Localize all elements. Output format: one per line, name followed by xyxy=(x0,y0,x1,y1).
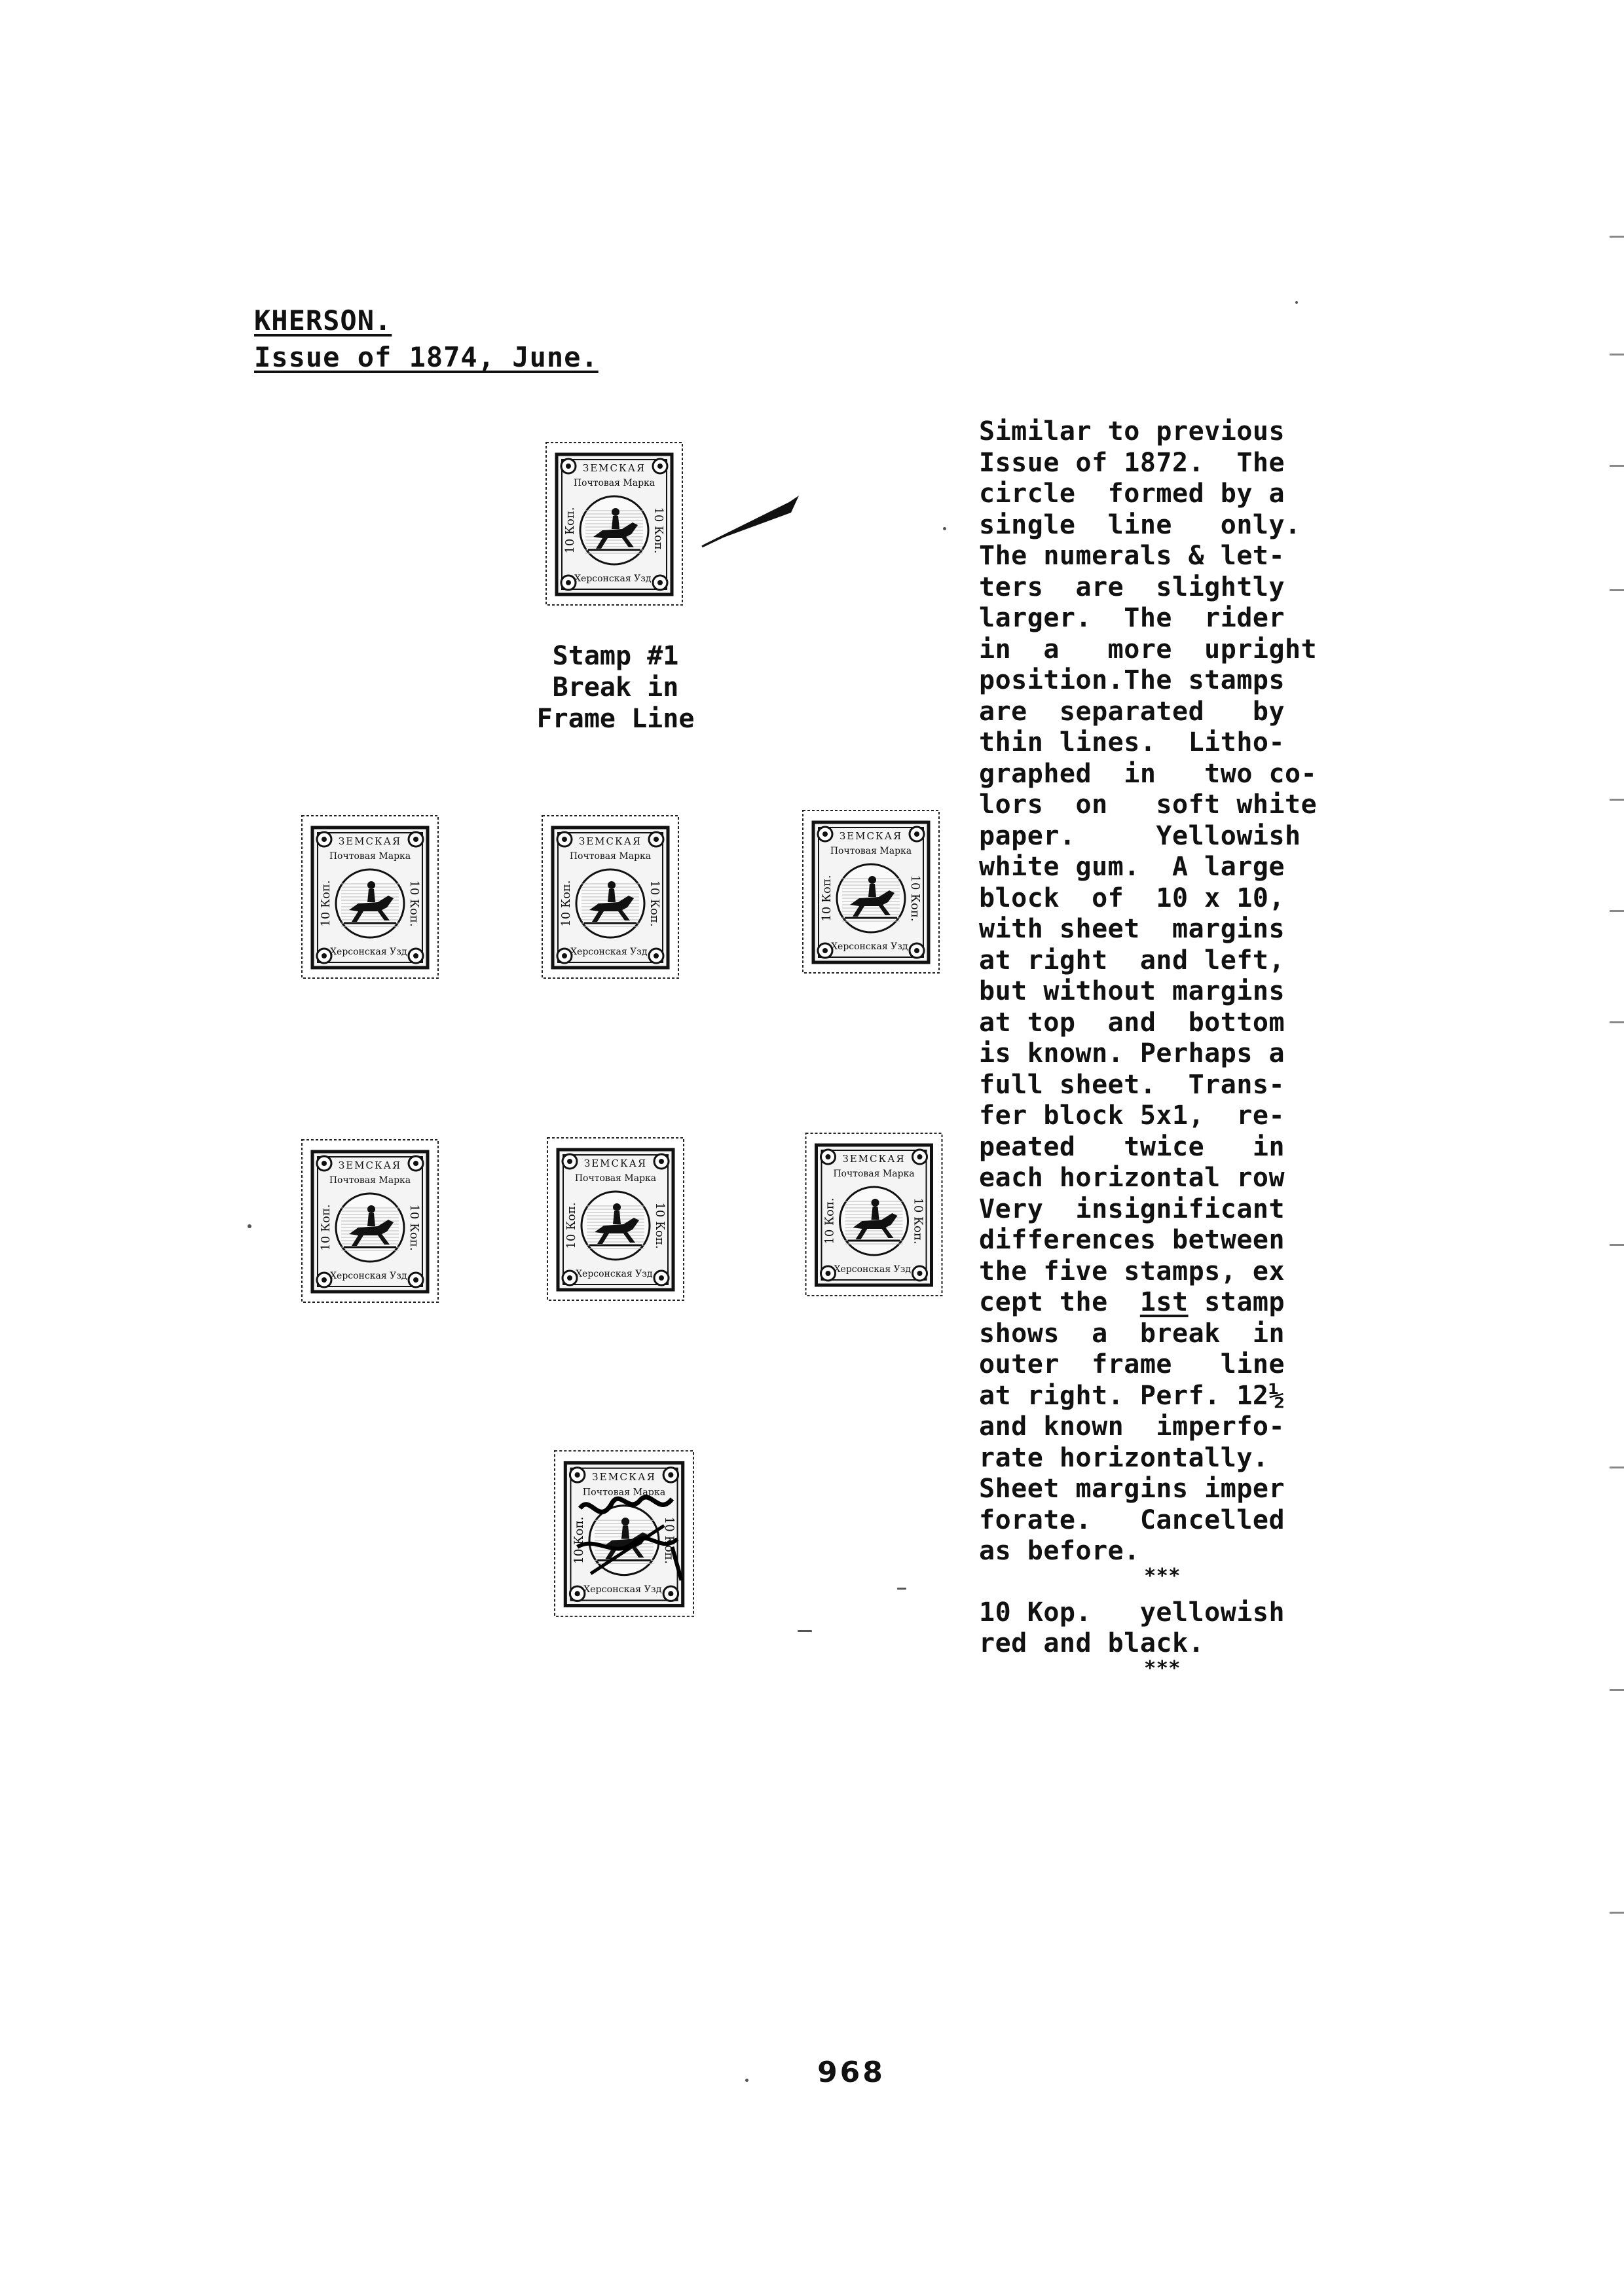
description-line: paper. Yellowish xyxy=(979,820,1301,851)
description-line: at right. Perf. 12½ xyxy=(979,1380,1285,1411)
description-line: block of 10 x 10, xyxy=(979,883,1285,913)
description-line-text: cept the xyxy=(979,1287,1140,1317)
stamp-value-left: 10 Коп. xyxy=(564,1202,578,1249)
stamp-row1-left xyxy=(298,812,442,982)
stamp-value-right: 10 Коп. xyxy=(652,507,665,554)
stamp-row1-center xyxy=(538,812,682,982)
stamp-mid-text: Почтовая Марка xyxy=(569,851,652,862)
edge-mark xyxy=(1610,589,1624,591)
header xyxy=(254,302,599,376)
description-line: position.The stamps xyxy=(979,665,1285,695)
stamp-row2-center xyxy=(544,1134,688,1304)
caption-line: Stamp #1 xyxy=(552,641,679,671)
description-line: full sheet. Trans- xyxy=(979,1069,1285,1100)
stamp-mid-text: Почтовая Марка xyxy=(582,1487,666,1498)
scan-speck xyxy=(248,1224,251,1228)
description-line: circle formed by a xyxy=(979,479,1285,509)
description-line: Very insignificant xyxy=(979,1194,1285,1224)
page-number: 968 xyxy=(817,2056,885,2089)
description-line: at right and left, xyxy=(979,945,1285,975)
stamp-bottom-text: Херсонская Узд. xyxy=(330,947,410,957)
caption-line: Frame Line xyxy=(536,704,695,734)
stamp-top-text: ЗЕМСКАЯ xyxy=(578,835,642,847)
stamp-mid-text: Почтовая Марка xyxy=(329,851,411,862)
description-line: shows a break in xyxy=(979,1318,1285,1349)
description-line: thin lines. Litho- xyxy=(979,727,1285,757)
stamp-top-text: ЗЕМСКАЯ xyxy=(592,1470,656,1483)
edge-mark xyxy=(1610,1021,1624,1023)
separator-stars: *** xyxy=(1144,1656,1181,1680)
edge-mark xyxy=(1610,354,1624,355)
description-line: The numerals & let- xyxy=(979,541,1285,571)
description-line: peated twice in xyxy=(979,1131,1285,1162)
value-line: red and black. xyxy=(979,1628,1205,1658)
stamp-row1-right xyxy=(796,807,946,977)
description-line: white gum. A large xyxy=(979,852,1285,882)
page-title: KHERSON. xyxy=(254,304,392,337)
arrow-pointer-icon xyxy=(701,494,799,553)
description-line: the five stamps, ex xyxy=(979,1256,1285,1286)
edge-mark xyxy=(1610,1689,1624,1691)
description-line: at top and bottom xyxy=(979,1007,1285,1038)
stamp-cancelled xyxy=(549,1447,699,1620)
stamp-top-text: ЗЕМСКАЯ xyxy=(839,830,903,842)
stamp-top-text: ЗЕМСКАЯ xyxy=(582,462,646,474)
stamp-mid-text: Почтовая Марка xyxy=(833,1169,915,1179)
stamp-value-left: 10 Коп. xyxy=(319,1204,333,1251)
description-line: each horizontal row xyxy=(979,1163,1285,1193)
stamp-image xyxy=(298,1136,442,1306)
stamp-image xyxy=(549,1447,699,1620)
description-line: in a more upright xyxy=(979,634,1318,665)
stamp-value-left: 10 Коп. xyxy=(820,875,834,922)
stamp-image xyxy=(800,1129,948,1300)
description-line: single line only. xyxy=(979,509,1301,540)
edge-mark xyxy=(1610,1912,1624,1914)
stamp-value-right: 10 Коп. xyxy=(911,1197,925,1245)
stamp-value-left: 10 Коп. xyxy=(319,880,333,927)
stamp-image xyxy=(529,439,699,609)
stamp-value-left: 10 Коп. xyxy=(572,1516,586,1564)
edge-mark xyxy=(1610,236,1624,238)
issue-subtitle: Issue of 1874, June. xyxy=(254,341,599,373)
stamp-mid-text: Почтовая Марка xyxy=(573,478,655,488)
scan-speck xyxy=(798,1630,812,1632)
stamp-bottom-text: Херсонская Узд. xyxy=(574,574,654,584)
stamp-value-right: 10 Коп. xyxy=(407,1204,421,1251)
stamp-mid-text: Почтовая Марка xyxy=(329,1175,411,1186)
stamp-bottom-text: Херсонская Узд. xyxy=(570,947,650,957)
stamp-image xyxy=(538,812,682,982)
description-line: ters are slightly xyxy=(979,572,1285,602)
description-line: Sheet margins imper xyxy=(979,1474,1285,1504)
description-line: forate. Cancelled xyxy=(979,1504,1285,1535)
description-line: rate horizontally. xyxy=(979,1442,1269,1473)
stamp-value-left: 10 Коп. xyxy=(563,507,577,554)
scan-speck xyxy=(1295,301,1298,304)
stamp-value-right: 10 Коп. xyxy=(653,1202,667,1249)
description-line: and known imperfo- xyxy=(979,1412,1285,1442)
edge-mark xyxy=(1610,1467,1624,1468)
scan-speck xyxy=(897,1588,906,1590)
description-line: with sheet margins xyxy=(979,914,1285,944)
stamp-top-text: ЗЕМСКАЯ xyxy=(338,1159,402,1171)
edge-mark xyxy=(1610,1244,1624,1246)
description-line xyxy=(979,1287,1346,1319)
stamp-bottom-text: Херсонская Узд. xyxy=(834,1264,914,1275)
description-line: are separated by xyxy=(979,696,1285,727)
description-line: Issue of 1872. The xyxy=(979,447,1285,478)
first-stamp-suffix: stamp xyxy=(1188,1287,1285,1317)
scan-speck xyxy=(943,527,946,530)
stamp-value-right: 10 Коп. xyxy=(648,880,661,927)
stamp-image xyxy=(796,807,946,977)
stamp-top-text: ЗЕМСКАЯ xyxy=(842,1153,906,1165)
stamp-bottom-text: Херсонская Узд. xyxy=(831,941,911,952)
stamp-value-right: 10 Коп. xyxy=(407,880,421,927)
stamp-image xyxy=(544,1134,688,1304)
description-text xyxy=(979,416,1346,1678)
stamp-caption xyxy=(511,640,720,735)
description-line: is known. Perhaps a xyxy=(979,1038,1285,1068)
description-line: as before. xyxy=(979,1536,1140,1566)
stamp-top-text: ЗЕМСКАЯ xyxy=(338,835,402,847)
stamp-image xyxy=(298,812,442,982)
stamp-mid-text: Почтовая Марка xyxy=(830,846,912,856)
first-stamp-label: 1st xyxy=(1139,1287,1189,1317)
stamp-top-text: ЗЕМСКАЯ xyxy=(583,1157,648,1169)
stamp-value-left: 10 Коп. xyxy=(559,880,573,927)
stamp-value-right: 10 Коп. xyxy=(908,875,922,922)
description-line: but without margins xyxy=(979,976,1285,1006)
separator-stars: *** xyxy=(1144,1564,1181,1588)
description-line: graphed in two co- xyxy=(979,758,1318,789)
stamp-bottom-text: Херсонская Узд. xyxy=(576,1269,655,1279)
stamp-1-featured xyxy=(529,439,699,609)
edge-mark xyxy=(1610,465,1624,467)
description-line: differences between xyxy=(979,1225,1285,1255)
description-line: larger. The rider xyxy=(979,603,1285,633)
edge-mark xyxy=(1610,799,1624,801)
stamp-value-left: 10 Коп. xyxy=(822,1197,837,1245)
description-line: Similar to previous xyxy=(979,416,1285,446)
stamp-bottom-text: Херсонская Узд. xyxy=(330,1271,410,1281)
description-line: lors on soft white xyxy=(979,790,1318,820)
stamp-bottom-text: Херсонская Узд. xyxy=(583,1584,665,1595)
stamp-mid-text: Почтовая Марка xyxy=(574,1173,657,1184)
description-line: outer frame line xyxy=(979,1349,1285,1379)
stamp-value-right: 10 Коп. xyxy=(662,1516,676,1564)
description-line: fer block 5x1, re- xyxy=(979,1101,1285,1131)
caption-line: Break in xyxy=(552,672,679,702)
scan-speck xyxy=(745,2079,748,2082)
value-line: 10 Kop. yellowish xyxy=(979,1597,1285,1628)
edge-mark xyxy=(1610,910,1624,912)
stamp-row2-left xyxy=(298,1136,442,1306)
stamp-row2-right xyxy=(800,1129,948,1300)
